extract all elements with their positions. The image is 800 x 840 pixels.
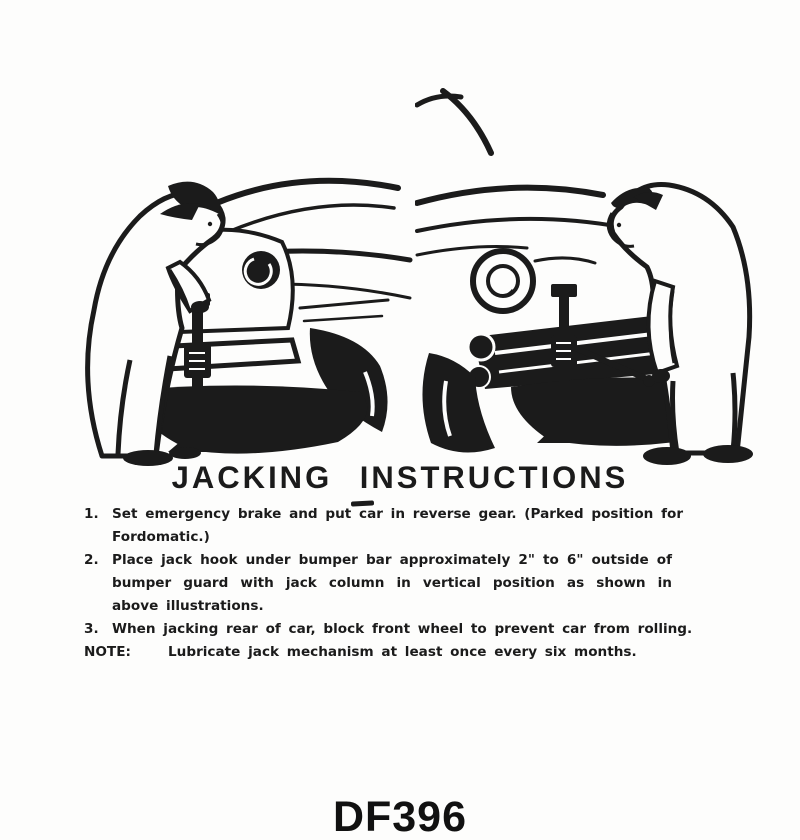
note-row: [84, 641, 734, 664]
instruction-item-2: [84, 549, 734, 618]
item-text: Place jack hook under bumper bar approximately 2" to 6" outside of bumper guard with jack column in vertical position as shown in above illustrations.: [112, 552, 672, 614]
part-number: DF396: [332, 793, 468, 840]
note-text: Lubricate jack mechanism at least once every six months.: [168, 644, 637, 660]
item-number: 1.: [84, 506, 99, 522]
instruction-list: [84, 503, 734, 664]
rear-jacking-drawing: [42, 158, 414, 470]
item-text: Set emergency brake and put car in reverse gear. (Parked position for Fordomatic.): [112, 506, 684, 545]
car-shadow: [134, 385, 367, 453]
car-jacking-left-illustration: [42, 158, 414, 470]
instruction-item-1: [84, 503, 734, 549]
note-label: NOTE:: [84, 644, 131, 660]
page-title: JACKING INSTRUCTIONS: [171, 459, 629, 496]
item-number: 3.: [84, 621, 99, 637]
car-jacking-right-illustration: [415, 85, 777, 467]
front-jacking-drawing: [415, 85, 777, 467]
item-number: 2.: [84, 552, 99, 568]
instruction-item-3: [84, 618, 734, 641]
item-text: When jacking rear of car, block front wheel to prevent car from rolling.: [112, 621, 693, 637]
headlight-icon: [473, 251, 533, 311]
